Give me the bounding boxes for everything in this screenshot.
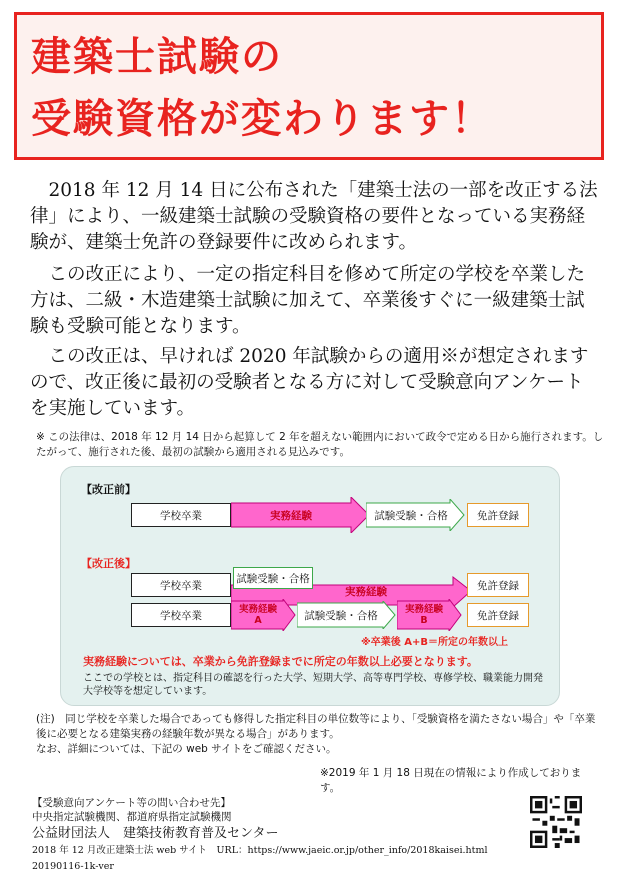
version-code: 20190116-1k-ver	[32, 861, 114, 872]
before-label: 【改正前】	[81, 483, 136, 496]
contact-org-line: 中央指定試験機関、都道府県指定試験機関	[32, 811, 232, 823]
paragraph-1: 2018 年 12 月 14 日に公布された「建築士法の一部を改正する法律」により、一級建築士試験の受験資格の要件となっている実務経験が、建築士免許の登録要件に改められます。	[30, 180, 598, 253]
school-box-after-1: 学校卒業	[131, 573, 231, 597]
work-label-before: 実務経験	[270, 509, 312, 522]
ab-note: ※卒業後 A+B＝所定の年数以上	[361, 637, 508, 648]
school-box-after-2: 学校卒業	[131, 603, 231, 627]
register-box-before: 免許登録	[467, 503, 529, 527]
caution-note: (注) 同じ学校を卒業した場合であっても修得した指定科目の単位数等により、「受験資格を満たさない場合」や「卒業後に必要となる建築実務の経験年数が異なる場合」があります。 なお、詳細については、下記の web サイトをご確認ください。	[36, 713, 596, 755]
after-label: 【改正後】	[81, 557, 136, 570]
work-a-label: 実務経験 A	[238, 604, 277, 626]
register-box-after-1: 免許登録	[467, 573, 529, 597]
law-note: ※ この法律は、2018 年 12 月 14 日から起算して 2 年を超えない範囲内において政令で定める日から施行されます。したがって、施行された後、最初の試験から適用される見込みです。	[36, 431, 604, 458]
title-line-1: 建築士試験の	[31, 34, 283, 80]
school-box-before: 学校卒業	[131, 503, 231, 527]
contact-heading: 【受験意向アンケート等の問い合わせ先】	[32, 797, 231, 809]
web-url[interactable]: 2018 年 12 月改正建築士法 web サイト URL：https://www.jaeic.or.jp/other_info/2018kaisei.html	[32, 845, 488, 856]
as-of-note: ※2019 年 1 月 18 日現在の情報により作成しております。	[320, 767, 582, 794]
paragraph-3: この改正は、早ければ 2020 年試験からの適用※が想定されますので、改正後に最初の受験者となる方に対して受験意向アンケートを実施しています。	[30, 346, 589, 419]
work-label-after-1: 実務経験	[345, 585, 387, 598]
register-box-after-2: 免許登録	[467, 603, 529, 627]
paragraph-2: この改正により、一定の指定科目を修めて所定の学校を卒業した方は、二級・木造建築士試験に加えて、卒業後すぐに一級建築士試験も受験可能となります。	[30, 264, 586, 337]
exam-box-after-1: 試験受験・合格	[233, 567, 313, 589]
work-b-label: 実務経験 B	[404, 604, 443, 626]
qr-code-icon	[530, 796, 582, 848]
process-diagram	[60, 466, 560, 706]
contact-org-name: 公益財団法人 建築技術教育普及センター	[32, 826, 279, 841]
title-line-2: 受験資格が変わります！	[31, 96, 493, 142]
exam-label-before: 試験受験・合格	[374, 509, 448, 522]
work-note: 実務経験については、卒業から免許登録までに所定の年数以上必要となります。	[83, 655, 478, 668]
title-box	[14, 12, 604, 160]
school-note: ここでの学校とは、指定科目の確認を行った大学、短期大学、高等専門学校、専修学校、職業能力開発大学校等を想定しています。	[83, 673, 543, 697]
exam-label-after-2: 試験受験・合格	[304, 609, 378, 622]
